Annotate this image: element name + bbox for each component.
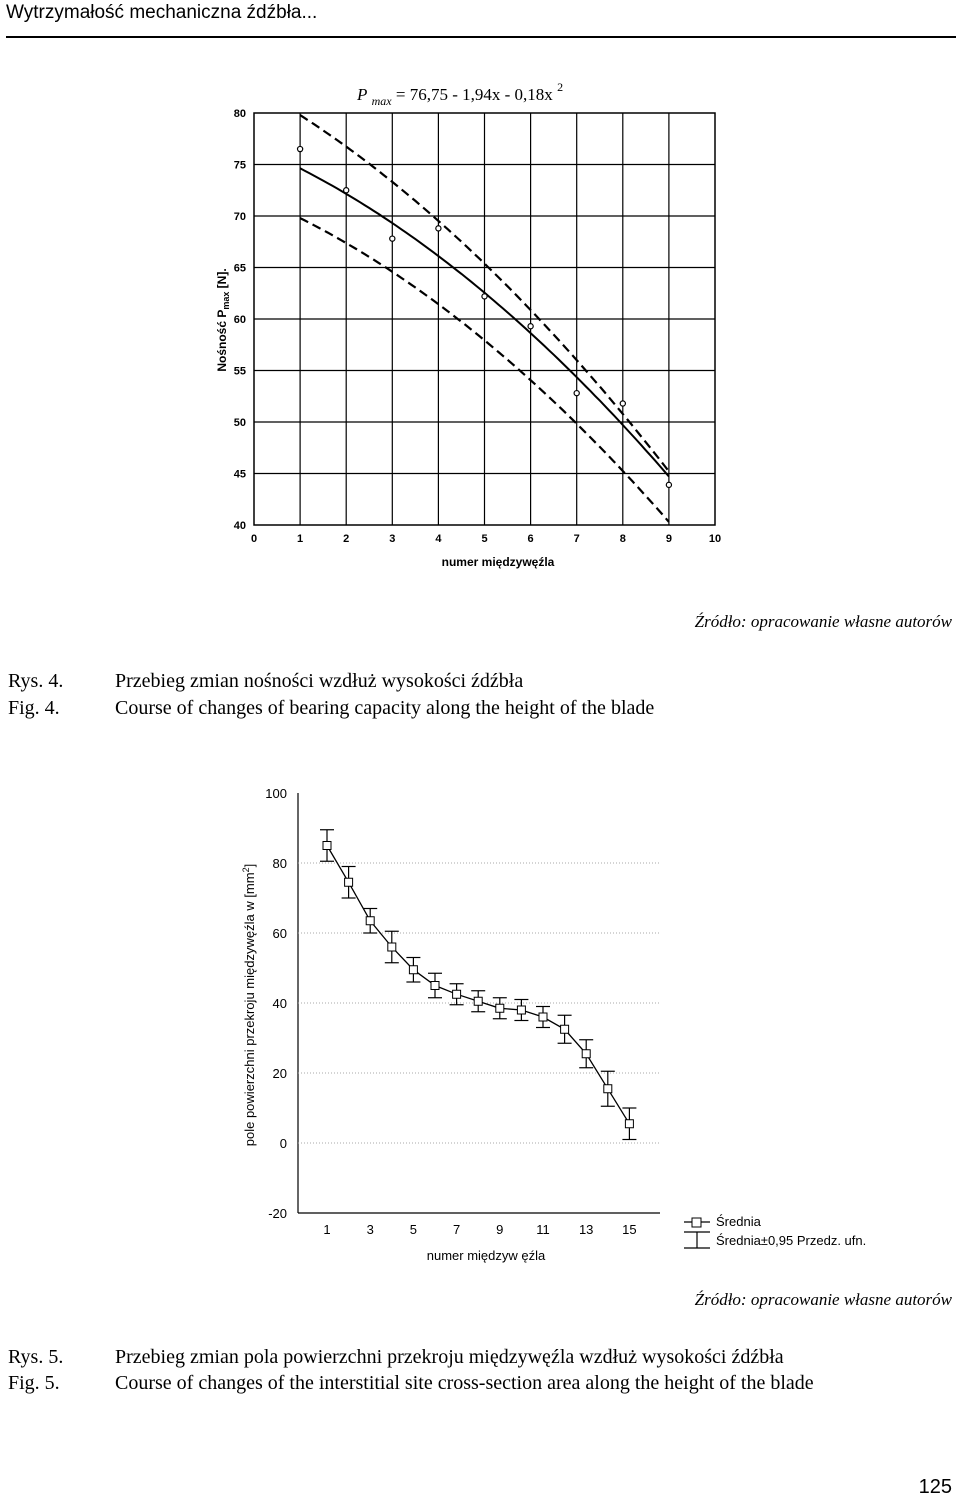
fig4-y-axis-label bbox=[215, 268, 231, 371]
fig5-caption-en-label: Fig. 5. bbox=[8, 1372, 60, 1394]
fig5-x-tick-label: 11 bbox=[536, 1222, 550, 1237]
fig5-y-tick-label: 100 bbox=[265, 786, 287, 801]
fig5-y-tick-label: 40 bbox=[272, 996, 287, 1011]
fig4-caption-pl: Przebieg zmian nośności wzdłuż wysokości źdźbła bbox=[115, 670, 524, 692]
fig4-x-tick-label: 7 bbox=[573, 533, 580, 545]
fig4-x-tick-label: 4 bbox=[435, 533, 442, 545]
fig5-points bbox=[323, 842, 633, 1128]
legend-mean-label: Średnia bbox=[716, 1214, 761, 1229]
fig4-x-tick-label: 9 bbox=[665, 533, 672, 545]
fig4-y-tick-label: 70 bbox=[233, 211, 246, 223]
fig4-caption-en: Course of changes of bearing capacity along the height of the blade bbox=[115, 697, 655, 719]
fig5-x-tick-label: 5 bbox=[409, 1222, 418, 1237]
fig5-y-axis-label-main: pole powierzchni przekroju międzywęźla w [mm bbox=[242, 872, 257, 1147]
legend-ci-symbol bbox=[684, 1232, 710, 1248]
fig4-y-tick-label: 55 bbox=[233, 365, 246, 378]
fig5-y-tick-label: 0 bbox=[279, 1136, 287, 1151]
fig4-data-point bbox=[390, 236, 395, 241]
fig4-tick-labels bbox=[234, 108, 721, 545]
fig4-source: Źródło: opracowanie własne autorów bbox=[694, 612, 952, 631]
fig4-x-tick-label: 3 bbox=[389, 533, 396, 545]
fig5-legend bbox=[684, 1214, 866, 1248]
legend-mean-symbol bbox=[684, 1218, 710, 1227]
fig4-data-point bbox=[436, 226, 441, 231]
fig5-x-tick-label: 7 bbox=[452, 1222, 461, 1237]
fig4-y-axis-label-main: Nośność P bbox=[215, 309, 229, 372]
fig5-data-point bbox=[409, 966, 417, 974]
fig5-x-tick-label: 1 bbox=[323, 1222, 331, 1237]
fig5-source: Źródło: opracowanie własne autorów bbox=[694, 1290, 952, 1309]
figure-5-chart bbox=[0, 760, 960, 1280]
fig5-data-point bbox=[561, 1025, 569, 1033]
fig4-y-axis-label-tail: [N]. bbox=[215, 268, 229, 292]
fig5-data-point bbox=[366, 917, 374, 925]
legend-ci-label: Średnia±0,95 Przedz. ufn. bbox=[716, 1233, 867, 1248]
fig5-data-point bbox=[539, 1013, 547, 1021]
fig5-y-tick-label: 80 bbox=[272, 856, 287, 871]
fig4-data-point bbox=[620, 401, 625, 406]
fig5-tick-labels bbox=[265, 786, 636, 1237]
fig5-x-tick-label: 15 bbox=[622, 1222, 637, 1237]
fig5-x-tick-label: 9 bbox=[496, 1222, 504, 1237]
fig5-data-point bbox=[604, 1085, 612, 1093]
fig5-y-tick-label: 20 bbox=[272, 1066, 287, 1081]
fig5-data-point bbox=[496, 1004, 504, 1012]
fig5-data-point bbox=[517, 1006, 525, 1014]
fig5-data-point bbox=[345, 878, 353, 886]
fig5-caption-pl: Przebieg zmian pola powierzchni przekroju międzywęźla wzdłuż wysokości źdźbła bbox=[115, 1346, 784, 1368]
fig4-equation-sub: max bbox=[371, 94, 392, 108]
fig5-data-point bbox=[431, 982, 439, 990]
fig5-y-axis-label-sup: 2 bbox=[241, 867, 251, 873]
fig5-y-tick-label: -20 bbox=[268, 1206, 287, 1221]
fig5-y-axis-label-end: ] bbox=[242, 863, 257, 868]
running-title: Wytrzymałość mechaniczna źdźbła... bbox=[6, 2, 318, 23]
fig4-x-tick-label: 10 bbox=[708, 533, 722, 545]
fig4-equation-sup: 2 bbox=[557, 80, 564, 94]
fig5-mean-line bbox=[327, 846, 629, 1124]
fig4-data-point bbox=[298, 146, 303, 151]
fig5-data-point bbox=[474, 997, 482, 1005]
figure-4-chart bbox=[0, 0, 960, 620]
fig5-caption-en: Course of changes of the interstitial site cross-section area along the height of the blade bbox=[115, 1372, 814, 1394]
fig4-equation-body: = 76,75 - 1,94x - 0,18x bbox=[395, 85, 553, 104]
fig4-y-tick-label: 75 bbox=[233, 159, 246, 172]
fig4-y-tick-label: 45 bbox=[233, 468, 246, 481]
fig4-data-point bbox=[528, 324, 533, 329]
fig5-y-axis-label bbox=[241, 864, 257, 1146]
fig4-data-point bbox=[482, 294, 487, 299]
page-number: 125 bbox=[918, 1476, 952, 1498]
fig4-grid bbox=[254, 113, 715, 525]
fig4-y-tick-label: 65 bbox=[233, 262, 246, 275]
fig5-error-bars bbox=[320, 830, 636, 1140]
fig4-x-tick-label: 5 bbox=[481, 533, 488, 545]
fig5-x-tick-label: 13 bbox=[578, 1222, 594, 1237]
fig4-caption-pl-label: Rys. 4. bbox=[8, 670, 64, 692]
fig4-data-point bbox=[344, 188, 349, 193]
fig4-x-tick-label: 0 bbox=[250, 533, 258, 545]
fig5-data-point bbox=[582, 1050, 590, 1058]
fig5-data-point bbox=[453, 990, 461, 998]
fig5-data-point bbox=[323, 842, 331, 850]
fig4-y-axis-label-sub: max bbox=[221, 291, 231, 310]
fig4-equation-p: P bbox=[357, 85, 368, 104]
fig4-x-tick-label: 8 bbox=[619, 533, 626, 545]
fig4-caption-en-label: Fig. 4. bbox=[8, 697, 60, 719]
fig4-y-tick-label: 50 bbox=[233, 417, 246, 429]
fig4-y-tick-label: 40 bbox=[233, 520, 246, 532]
fig5-y-tick-label: 60 bbox=[272, 926, 287, 941]
fig4-x-tick-label: 2 bbox=[343, 533, 350, 545]
fig4-data-point bbox=[574, 391, 579, 396]
fig5-x-tick-label: 3 bbox=[366, 1222, 374, 1237]
fig4-x-tick-label: 1 bbox=[297, 533, 304, 545]
fig4-x-axis-label: numer międzywęźla bbox=[441, 555, 555, 569]
fig5-x-axis-label: numer międzyw ęźla bbox=[426, 1248, 546, 1263]
fig4-y-tick-label: 60 bbox=[233, 314, 246, 326]
fig5-series-line bbox=[327, 846, 629, 1124]
fig5-data-point bbox=[625, 1120, 633, 1128]
fig4-equation bbox=[356, 80, 563, 109]
fig5-data-point bbox=[388, 943, 396, 951]
fig4-data-point bbox=[666, 482, 671, 487]
fig4-x-tick-label: 6 bbox=[527, 533, 534, 545]
fig4-y-tick-label: 80 bbox=[233, 108, 246, 120]
fig5-caption-pl-label: Rys. 5. bbox=[8, 1346, 64, 1368]
